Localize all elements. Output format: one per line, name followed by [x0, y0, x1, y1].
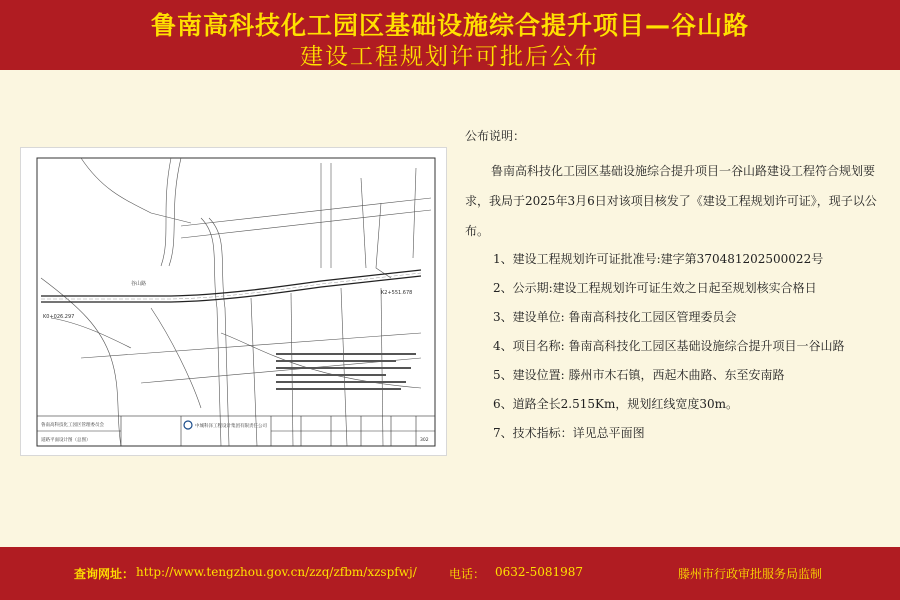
tb-company: 中城科泽工程设计集团有限责任公司	[195, 424, 267, 429]
supervisor-text: 滕州市行政审批服务局监制	[678, 567, 823, 581]
coord-east: K2+551.678	[381, 290, 413, 296]
page-subtitle: 建设工程规划许可批后公布	[300, 44, 600, 70]
footer-bar	[0, 547, 900, 600]
notice-item-7: 7、技术指标：详见总平面图	[493, 426, 645, 440]
notice-item-2: 2、公示期:建设工程规划许可证生效之日起至规划核实合格日	[493, 281, 817, 295]
site-plan-drawing	[20, 147, 447, 456]
road-label: 谷山路	[131, 281, 147, 287]
site-plan-svg	[21, 148, 446, 455]
notice-body: 鲁南高科技化工园区基础设施综合提升项目一谷山路建设工程符合规划要求，我局于2025年3月6日对该项目核发了《建设工程规划许可证》，现子以公布。	[465, 164, 877, 238]
phone-label: 电话：	[449, 567, 486, 581]
phone-number: 0632-5081987	[495, 565, 584, 579]
url-label: 查询网址：	[74, 567, 135, 581]
notice-item-4: 4、项目名称: 鲁南高科技化工园区基础设施综合提升项目一谷山路	[493, 339, 845, 353]
tb-number: 302	[420, 438, 429, 443]
notice-item-6: 6、道路全长2.515Km，规划红线宽度30m。	[493, 397, 738, 411]
query-url-link[interactable]: http://www.tengzhou.gov.cn/zzq/zfbm/xzspfwj/	[136, 565, 417, 579]
notice-item-3: 3、建设单位: 鲁南高科技化工园区管理委员会	[493, 310, 737, 324]
notice-item-1: 1、建设工程规划许可证批准号:建字第370481202500022号	[493, 252, 824, 266]
page-title: 鲁南高科技化工园区基础设施综合提升项目—谷山路	[150, 11, 749, 40]
notice-item-5: 5、建设位置: 滕州市木石镇，西起木曲路、东至安南路	[493, 368, 785, 382]
notice-heading: 公布说明：	[465, 129, 526, 143]
coord-west: K0+026.297	[43, 314, 75, 320]
tb-sheet: 道路平面设计图（总图）	[41, 438, 91, 443]
header-banner	[0, 0, 900, 70]
tb-owner: 鲁南高科技化工园区管理委员会	[41, 423, 104, 428]
